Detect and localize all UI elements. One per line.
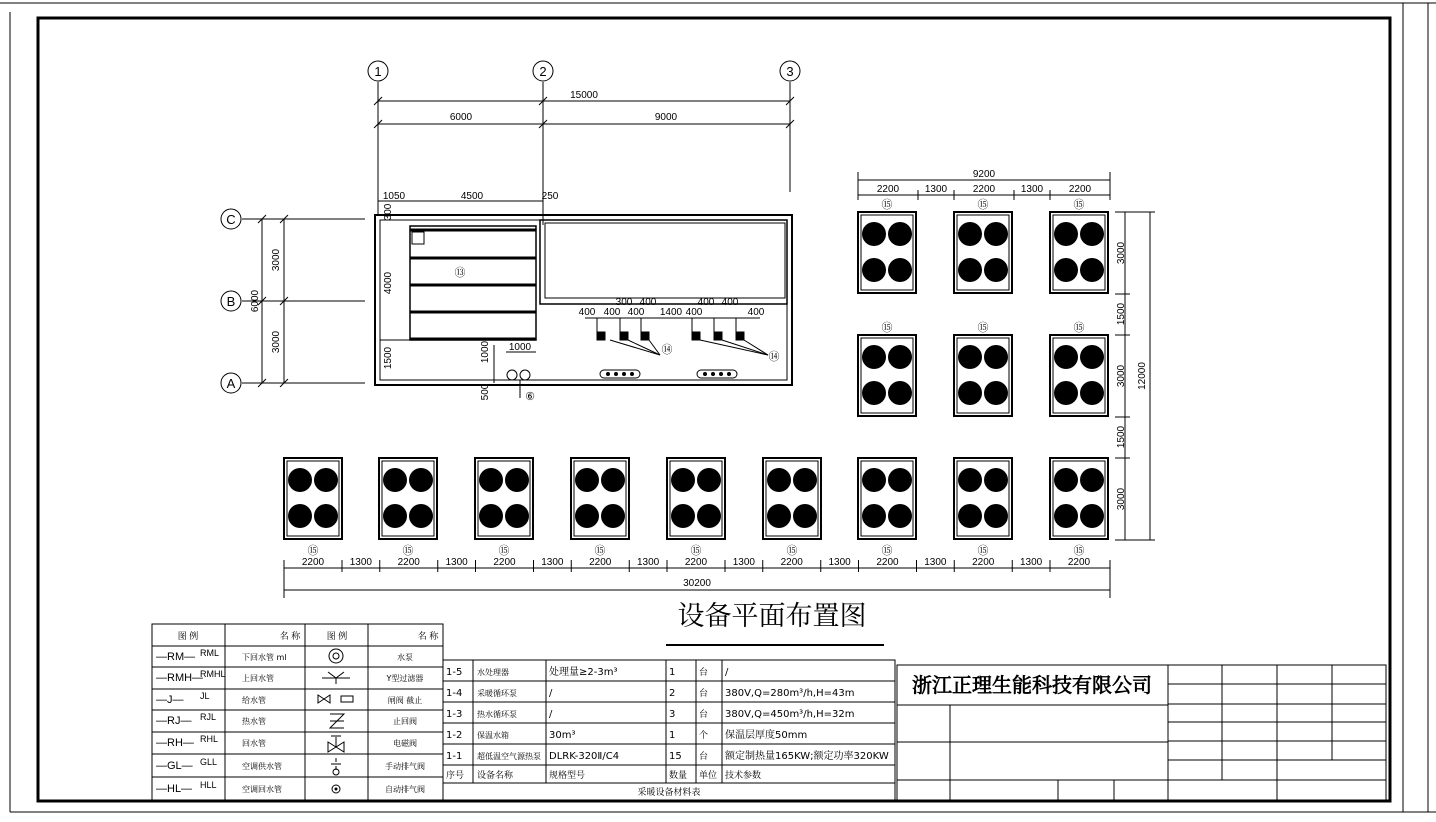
dim-right-vert-4: 1500 [1116,425,1127,449]
dim-bottom-seg: 1300 [924,557,947,568]
fan-icon [383,504,407,528]
equipment-row [446,728,807,741]
legend-row [156,691,422,706]
unit-tag: ⑮ [881,322,893,334]
dim-bottom-seg: 1300 [445,557,468,568]
legend-code-super: RML [200,648,220,658]
fan-icon [505,468,529,492]
unit-tag: ⑮ [1073,545,1085,557]
equipment-row [446,708,854,720]
fan-icon [984,504,1008,528]
legend-name-2: 止回阀 [393,717,417,726]
fan-icon [888,345,912,369]
equipment-cell: / [549,688,553,699]
legend-row [156,648,413,663]
dim-left-3000-bottom: 3000 [271,330,282,354]
solenoid-valve-symbol-icon [328,736,344,752]
fan-icon [862,468,886,492]
equipment-cell: 30m³ [549,730,576,741]
heat-pump-unit [858,458,916,557]
legend-table [152,624,443,800]
fan-icon [888,468,912,492]
fan-icon [479,504,503,528]
fan-icon [984,258,1008,282]
unit-tag: ⑮ [1073,322,1085,334]
heat-pump-unit [858,198,916,293]
legend-row [156,669,423,684]
legend-row [156,780,425,795]
dim-right-seg-4: 1300 [1020,184,1044,195]
pump [692,332,700,340]
dim-bottom-seg: 1300 [732,557,755,568]
fan-icon [383,468,407,492]
equipment-table-footer: 采暖设备材料表 [637,787,701,797]
dim-pipe-1400: 1400 [659,307,683,318]
unit-tag: ⑮ [881,545,893,557]
fan-icon [984,468,1008,492]
fan-icon [1054,381,1078,405]
fan-icon [862,258,886,282]
tank-tag: ⑬ [454,267,466,279]
fan-icon [984,381,1008,405]
legend-code: —HL— [156,783,193,795]
equipment-cell: / [725,667,729,678]
fan-icon [671,504,695,528]
fan-icon [314,504,338,528]
dim-right-seg-5: 2200 [1068,184,1092,195]
legend-code: —RM— [156,651,196,663]
unit-tag: ⑮ [786,545,798,557]
legend-code: —GL— [156,760,193,772]
legend-name: 回水管 [242,739,266,748]
legend-code-super: HLL [200,780,217,790]
fan-icon [1080,258,1104,282]
legend-header: 名 称 [417,631,439,641]
equipment-cell: 台 [699,710,709,720]
legend-code-super: GLL [200,757,218,767]
unit-tag: ⑮ [307,545,319,557]
water-treatment-unit [507,370,517,380]
heat-pump-unit [858,321,916,416]
dim-bottom-seg: 1300 [637,557,660,568]
equipment-cell: 15 [669,751,682,762]
heat-pump-unit [667,458,725,557]
equipment-cell: 3 [669,709,676,720]
dim-bottom-seg: 2200 [684,557,708,568]
fan-icon [862,504,886,528]
dim-right-vert-3: 3000 [1116,364,1127,388]
legend-header: 图 例 [177,631,199,641]
pump [597,332,605,340]
fan-icon [1054,222,1078,246]
legend-name: 上回水管 [242,674,274,683]
pump [736,332,744,340]
dim-top-total: 15000 [570,90,598,101]
fan-icon [1054,345,1078,369]
unit-tag: ⑮ [402,545,414,557]
dim-bottom-seg: 1300 [828,557,851,568]
fan-icon [767,504,791,528]
fan-icon [1080,381,1104,405]
dim-pipe-400-7: 400 [721,297,739,308]
equipment-header-name: 设备名称 [477,770,514,780]
unit-tag: ⑮ [977,322,989,334]
equipment-cell: 1-1 [446,751,463,762]
heat-pump-unit [954,321,1012,416]
dim-top-right: 9000 [654,112,678,123]
heat-pump-units [284,198,1108,557]
company-name: 浙江正理生能科技有限公司 [912,673,1152,697]
manual-vent-symbol-icon [331,758,341,770]
equipment-cell: 台 [699,752,709,762]
fan-icon [505,504,529,528]
fan-icon [862,345,886,369]
legend-code-super: JL [200,691,210,701]
fan-icon [409,468,433,492]
equipment-cell: 超低温空气源热泵 [477,752,541,761]
dim-bottom-seg: 2200 [780,557,803,568]
legend-code: —RH— [156,737,194,749]
water-treatment-unit [520,370,530,380]
dim-room-300: 300 [383,203,394,221]
fan-icon [697,468,721,492]
fan-icon [1080,345,1104,369]
dim-right-vert-5: 3000 [1116,487,1127,511]
fan-icon [958,381,982,405]
pump [641,332,649,340]
dim-room-500: 500 [480,383,491,401]
legend-code: —RMH— [156,672,204,684]
storage-tank [410,226,536,340]
fan-icon [1080,468,1104,492]
equipment-row [446,749,889,762]
dim-pipe-400-5: 400 [685,307,703,318]
equipment-cell: DLRK-320Ⅱ/C4 [549,751,620,762]
heat-pump-unit [1050,458,1108,557]
dim-room-1000-h: 1000 [508,342,532,353]
unit-tag: ⑮ [594,545,606,557]
dim-pipe-400-6: 400 [697,297,715,308]
dim-bottom-seg: 2200 [876,557,899,568]
fan-icon [1054,504,1078,528]
dim-bottom-seg: 2200 [397,557,420,568]
fan-icon [288,468,312,492]
equipment-cell: 水处理器 [477,668,509,677]
legend-name-2: 闸阀 截止 [387,696,423,705]
fan-icon [793,504,817,528]
dim-room-1000-v: 1000 [480,340,491,364]
dim-room-1500: 1500 [383,346,394,370]
dim-right-total: 9200 [972,169,996,180]
dim-right-vert-1: 3000 [1116,241,1127,265]
heat-pump-unit [954,198,1012,293]
legend-row [156,734,417,749]
valve-tag: ⑥ [525,391,535,403]
heat-pump-unit [284,458,342,557]
fan-icon [888,504,912,528]
equipment-cell: 采暖循环泵 [477,689,517,698]
legend-row [156,757,425,772]
equipment-cell: / [549,709,553,720]
dim-pipe-400-2: 400 [603,307,621,318]
dim-right-vert-total: 12000 [1137,362,1148,390]
dim-right-seg-2: 1300 [924,184,948,195]
dim-left-3000-top: 3000 [271,248,282,272]
dim-bottom-seg: 1300 [541,557,564,568]
equipment-cell: 380V,Q=450m³/h,H=32m [725,709,855,720]
fan-icon [862,222,886,246]
dim-left-6000: 6000 [250,289,261,313]
fan-icon [671,468,695,492]
fan-icon [575,468,599,492]
equipment-cell: 个 [699,731,709,741]
fan-icon [984,222,1008,246]
fan-icon [958,468,982,492]
dim-pipe-400-3: 400 [627,307,645,318]
legend-name-2: 电磁阀 [393,739,417,748]
heat-pump-unit [1050,321,1108,416]
legend-code-super: RHL [200,734,219,744]
fan-icon [984,345,1008,369]
axis-label-c: C [226,212,236,227]
dim-right-seg-3: 2200 [972,184,996,195]
fan-icon [1080,222,1104,246]
pump-symbol-icon [329,649,343,663]
fan-icon [409,504,433,528]
dim-bottom-seg: 2200 [1067,557,1091,568]
legend-header: 图 例 [326,631,348,641]
fan-icon [958,504,982,528]
fan-icon [862,381,886,405]
equipment-cell: 1 [669,730,676,741]
equipment-cell: 2 [669,688,676,699]
equipment-row [446,665,729,678]
dim-right-seg-1: 2200 [876,184,900,195]
fan-icon [601,504,625,528]
dim-top-left: 6000 [449,112,473,123]
unit-tag: ⑮ [690,545,702,557]
equipment-cell: 处理量≥2-3m³ [549,667,618,678]
fan-icon [697,504,721,528]
heat-pump-unit [954,458,1012,557]
fan-icon [793,468,817,492]
legend-name: 给水管 [242,696,266,705]
equipment-header-unit: 单位 [699,770,718,780]
fan-icon [1054,258,1078,282]
equipment-cell: 保温水箱 [477,731,509,740]
axis-label-b: B [226,294,236,309]
dim-bottom-seg: 1300 [349,557,372,568]
legend-code-super: RJL [200,712,217,722]
equipment-header-param: 技术参数 [725,770,762,780]
legend-name-2: 水泵 [397,653,413,662]
legend-header: 名 称 [279,631,301,641]
legend-code-super: RMHL [200,669,226,679]
fan-icon [1054,468,1078,492]
equipment-cell: 1-4 [446,688,463,699]
unit-tag: ⑮ [498,545,510,557]
axis-label-3: 3 [786,64,794,79]
equipment-cell: 1-3 [446,709,463,720]
legend-name: 空调回水管 [242,785,282,794]
dim-pipe-400-8: 400 [747,307,765,318]
fan-icon [601,468,625,492]
heat-pump-unit [1050,198,1108,293]
dim-pipe-300: 300 [615,297,633,308]
equipment-cell: 保温层厚度50mm [725,730,808,741]
heat-pump-unit [379,458,437,557]
fan-icon [288,504,312,528]
control-cabinet [540,220,787,304]
fan-icon [958,222,982,246]
fan-icon [958,258,982,282]
equipment-cell: 1-5 [446,667,463,678]
fan-icon [888,381,912,405]
axis-label-1: 1 [374,64,382,79]
legend-name-2: Y型过滤器 [386,674,424,683]
legend-name: 空调供水管 [242,762,282,771]
equipment-header-qty: 数量 [669,770,688,780]
fan-icon [479,468,503,492]
equipment-cell: 台 [699,668,709,678]
y-filter-symbol-icon [322,672,350,684]
legend-code: —J— [156,694,184,706]
equipment-header-spec: 规格型号 [549,770,586,780]
equipment-cell: 1 [669,667,676,678]
fan-icon [888,258,912,282]
unit-tag: ⑮ [881,199,893,211]
legend-name-2: 手动排气阀 [385,762,425,771]
fan-icon [958,345,982,369]
machine-room [375,192,792,401]
dim-bottom-total: 30200 [683,578,711,589]
check-valve-symbol-icon [330,714,344,728]
dim-bottom-seg: 1300 [1020,557,1043,568]
dim-room-4000: 4000 [383,271,394,295]
top-dimension-lines [374,97,794,128]
equipment-cell: 额定制热量165KW;额定功率320KW [725,751,889,762]
pump [714,332,722,340]
unit-tag: ⑮ [977,199,989,211]
legend-code: —RJ— [156,715,192,727]
unit-tag: ⑮ [977,545,989,557]
equipment-cell: 台 [699,689,709,699]
equipment-cell: 380V,Q=280m³/h,H=43m [725,688,855,699]
pump-tag: ⑭ [661,344,673,356]
pump-tag: ⑭ [768,351,780,363]
dim-pipe-400-4: 400 [639,297,657,308]
dim-bottom-seg: 2200 [589,557,612,568]
heat-pump-unit [571,458,629,557]
dim-bottom-seg: 2200 [972,557,995,568]
dim-bottom-seg: 2200 [493,557,516,568]
dim-bottom-seg: 2200 [301,557,325,568]
drawing-title: 设备平面布置图 [677,601,867,632]
axis-label-a: A [226,376,236,391]
equipment-cell: 热水循环泵 [477,710,517,719]
legend-row [156,712,417,727]
axis-label-2: 2 [539,64,547,79]
legend-name: 热水管 [242,717,266,726]
heat-pump-unit [763,458,821,557]
unit-tag: ⑮ [1073,199,1085,211]
equipment-header-no: 序号 [446,770,465,780]
legend-symbols [318,649,353,793]
fan-icon [314,468,338,492]
dim-room-4500: 4500 [460,191,484,202]
equipment-row [446,687,854,699]
dim-pipe-400-1: 400 [578,307,596,318]
fan-icon [888,222,912,246]
dim-room-1050: 1050 [382,191,406,202]
fan-icon [1080,504,1104,528]
pump [620,332,628,340]
legend-name: 下回水管 ml [242,653,287,662]
dim-room-250: 250 [541,191,559,202]
fan-icon [767,468,791,492]
heat-pump-unit [475,458,533,557]
legend-name-2: 自动排气阀 [385,785,425,794]
gate-valve-symbol-icon [318,695,353,703]
dim-right-vert-2: 1500 [1116,302,1127,326]
equipment-cell: 1-2 [446,730,463,741]
fan-icon [575,504,599,528]
